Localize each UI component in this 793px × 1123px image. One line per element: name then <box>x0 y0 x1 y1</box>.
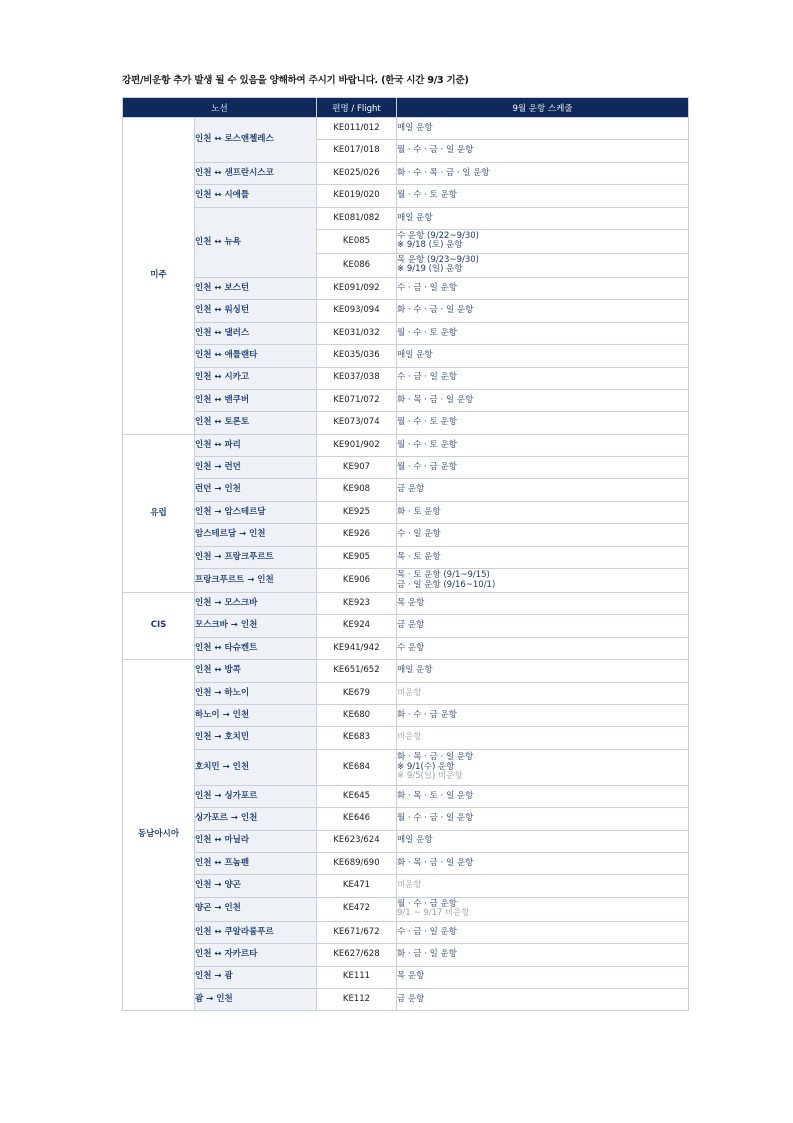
schedule-cell <box>397 988 689 1010</box>
schedule-line: 수 운항 <box>397 642 425 653</box>
route-cell: 인천 ↔ 프놈펜 <box>195 852 317 874</box>
schedule-cell <box>397 593 689 615</box>
schedule-cell <box>397 524 689 546</box>
flight-number-cell: KE671/672 <box>317 921 397 943</box>
schedule-cell <box>397 749 689 785</box>
route-cell: 런던 → 인천 <box>195 479 317 501</box>
schedule-line: 목 운항 <box>397 971 425 982</box>
route-cell: 인천 → 양곤 <box>195 875 317 897</box>
schedule-line: 매일 운항 <box>397 212 433 223</box>
flight-number-cell: KE646 <box>317 808 397 830</box>
schedule-line: 수 · 금 · 일 운항 <box>397 372 457 383</box>
schedule-cell <box>397 852 689 874</box>
schedule-cell <box>397 389 689 411</box>
route-cell: 인천 ↔ 타슈켄트 <box>195 637 317 659</box>
flight-number-cell: KE941/942 <box>317 637 397 659</box>
flight-number-cell: KE035/036 <box>317 345 397 367</box>
table-row <box>123 185 689 207</box>
schedule-line: ※ 9/5(일) 비운항 <box>397 771 463 782</box>
route-cell: 인천 → 모스크바 <box>195 593 317 615</box>
schedule-line: 화 · 수 · 금 운항 <box>397 709 457 720</box>
schedule-line: 목 · 토 운항 (9/1~9/15) <box>397 570 490 581</box>
flight-number-cell: KE679 <box>317 682 397 704</box>
route-cell: 양곤 → 인천 <box>195 897 317 921</box>
region-cell: 미주 <box>123 118 195 435</box>
schedule-cell <box>397 457 689 479</box>
schedule-line: 비운항 <box>397 880 422 891</box>
table-header-row <box>123 98 689 118</box>
flight-number-cell: KE906 <box>317 569 397 593</box>
route-cell: 인천 ↔ 로스앤젤레스 <box>195 118 317 163</box>
flight-number-cell: KE111 <box>317 966 397 988</box>
flight-number-cell: KE907 <box>317 457 397 479</box>
table-row <box>123 524 689 546</box>
schedule-cell <box>397 966 689 988</box>
schedule-line: 월 · 수 · 토 운항 <box>397 439 457 450</box>
schedule-line: 화 · 토 운항 <box>397 506 441 517</box>
schedule-line: 수 · 금 · 일 운항 <box>397 926 457 937</box>
schedule-cell <box>397 921 689 943</box>
schedule-cell <box>397 682 689 704</box>
route-cell: 인천 ↔ 방콕 <box>195 660 317 682</box>
schedule-cell <box>397 185 689 207</box>
schedule-line: 목 운항 <box>397 597 425 608</box>
flight-number-cell: KE091/092 <box>317 277 397 299</box>
table-row <box>123 875 689 897</box>
flight-schedule-table <box>122 97 689 1011</box>
table-row <box>123 682 689 704</box>
schedule-line: 금 운항 <box>397 993 425 1004</box>
route-cell: 모스크바 → 인천 <box>195 615 317 637</box>
flight-number-cell: KE651/652 <box>317 660 397 682</box>
flight-number-cell: KE472 <box>317 897 397 921</box>
schedule-cell <box>397 229 689 253</box>
route-cell: 인천 ↔ 뉴욕 <box>195 207 317 277</box>
header-flight: 편명 / Flight <box>317 98 397 118</box>
schedule-line: ※ 9/1(수) 운항 <box>397 761 455 772</box>
flight-number-cell: KE011/012 <box>317 118 397 140</box>
header-route: 노선 <box>123 98 317 118</box>
flight-number-cell: KE683 <box>317 727 397 749</box>
flight-number-cell: KE019/020 <box>317 185 397 207</box>
route-cell: 괌 → 인천 <box>195 988 317 1010</box>
schedule-cell <box>397 434 689 456</box>
schedule-line: 화 · 목 · 금 · 일 운항 <box>397 752 474 763</box>
flight-number-cell: KE925 <box>317 501 397 523</box>
schedule-line: 수 · 금 · 일 운항 <box>397 282 457 293</box>
table-body <box>123 118 689 1011</box>
flight-number-cell: KE073/074 <box>317 412 397 434</box>
table-row <box>123 277 689 299</box>
route-cell: 인천 → 암스테르담 <box>195 501 317 523</box>
flight-number-cell: KE031/032 <box>317 322 397 344</box>
schedule-line: 월 · 수 · 금 운항 <box>397 898 457 909</box>
table-row <box>123 593 689 615</box>
schedule-cell <box>397 808 689 830</box>
schedule-line: ※ 9/18 (토) 운항 <box>397 240 463 251</box>
route-cell: 인천 ↔ 파리 <box>195 434 317 456</box>
route-cell: 인천 ↔ 밴쿠버 <box>195 389 317 411</box>
flight-number-cell: KE905 <box>317 546 397 568</box>
route-cell: 인천 ↔ 토론토 <box>195 412 317 434</box>
schedule-line: 매일 운항 <box>397 665 433 676</box>
flight-number-cell: KE645 <box>317 785 397 807</box>
flight-number-cell: KE037/038 <box>317 367 397 389</box>
table-row <box>123 300 689 322</box>
schedule-line: 화 · 목 · 토 · 일 운항 <box>397 790 474 801</box>
schedule-line: 월 · 수 · 금 운항 <box>397 462 457 473</box>
schedule-line: 금 운항 <box>397 484 425 495</box>
schedule-line: 수 · 일 운항 <box>397 529 441 540</box>
table-row <box>123 727 689 749</box>
flight-number-cell: KE627/628 <box>317 944 397 966</box>
table-row <box>123 944 689 966</box>
table-row <box>123 921 689 943</box>
schedule-line: 매일 운항 <box>397 122 433 133</box>
schedule-cell <box>397 569 689 593</box>
flight-number-cell: KE081/082 <box>317 207 397 229</box>
route-cell: 인천 ↔ 자카르타 <box>195 944 317 966</box>
region-cell: 유럽 <box>123 434 195 592</box>
table-row <box>123 749 689 785</box>
notice-text: 강편/비운항 추가 발생 될 수 있음을 양해하여 주시기 바랍니다. (한국 시간 9/3 기준) <box>122 75 469 86</box>
table-row <box>123 637 689 659</box>
schedule-cell <box>397 412 689 434</box>
table-row <box>123 162 689 184</box>
flight-number-cell: KE923 <box>317 593 397 615</box>
table-row <box>123 322 689 344</box>
route-cell: 호치민 → 인천 <box>195 749 317 785</box>
schedule-cell <box>397 897 689 921</box>
table-row <box>123 457 689 479</box>
schedule-line: 월 · 수 · 토 운항 <box>397 190 457 201</box>
table-row <box>123 118 689 140</box>
schedule-cell <box>397 277 689 299</box>
table-row <box>123 434 689 456</box>
region-cell: 동남아시아 <box>123 660 195 1011</box>
table-row <box>123 852 689 874</box>
route-cell: 인천 ↔ 보스턴 <box>195 277 317 299</box>
flight-number-cell: KE071/072 <box>317 389 397 411</box>
route-cell: 인천 ↔ 애틀랜타 <box>195 345 317 367</box>
schedule-cell <box>397 140 689 162</box>
route-cell: 인천 ↔ 워싱턴 <box>195 300 317 322</box>
route-cell: 인천 ↔ 마닐라 <box>195 830 317 852</box>
flight-number-cell: KE623/624 <box>317 830 397 852</box>
route-cell: 인천 → 괌 <box>195 966 317 988</box>
flight-number-cell: KE471 <box>317 875 397 897</box>
route-cell: 인천 → 하노이 <box>195 682 317 704</box>
table-row <box>123 501 689 523</box>
schedule-cell <box>397 615 689 637</box>
schedule-line: 목 · 토 운항 <box>397 551 441 562</box>
flight-number-cell: KE085 <box>317 229 397 253</box>
table-row <box>123 704 689 726</box>
schedule-cell <box>397 944 689 966</box>
schedule-line: 화 · 금 · 일 운항 <box>397 949 457 960</box>
schedule-cell <box>397 300 689 322</box>
table-row <box>123 367 689 389</box>
schedule-cell <box>397 345 689 367</box>
route-cell: 인천 ↔ 시애틀 <box>195 185 317 207</box>
flight-number-cell: KE093/094 <box>317 300 397 322</box>
schedule-line: 화 · 수 · 금 · 일 운항 <box>397 305 474 316</box>
table-row <box>123 479 689 501</box>
header-schedule: 9월 운항 스케줄 <box>397 98 689 118</box>
schedule-line: 9/1 ~ 9/17 비운항 <box>397 908 470 919</box>
schedule-line: 매일 운항 <box>397 835 433 846</box>
schedule-cell <box>397 785 689 807</box>
table-row <box>123 615 689 637</box>
table-row <box>123 785 689 807</box>
table-row <box>123 389 689 411</box>
schedule-cell <box>397 704 689 726</box>
route-cell: 암스테르담 → 인천 <box>195 524 317 546</box>
schedule-line: 화 · 목 · 금 · 일 운항 <box>397 857 474 868</box>
schedule-line: 월 · 수 · 금 · 일 운항 <box>397 813 474 824</box>
schedule-cell <box>397 118 689 140</box>
schedule-cell <box>397 253 689 277</box>
schedule-line: 월 · 수 · 금 · 일 운항 <box>397 145 474 156</box>
route-cell: 인천 → 싱가포르 <box>195 785 317 807</box>
schedule-cell <box>397 875 689 897</box>
route-cell: 인천 ↔ 댈러스 <box>195 322 317 344</box>
route-cell: 하노이 → 인천 <box>195 704 317 726</box>
table-row <box>123 966 689 988</box>
schedule-line: 금 운항 <box>397 620 425 631</box>
region-cell: CIS <box>123 593 195 660</box>
flight-number-cell: KE025/026 <box>317 162 397 184</box>
flight-number-cell: KE908 <box>317 479 397 501</box>
route-cell: 인천 → 런던 <box>195 457 317 479</box>
table-row <box>123 207 689 229</box>
table-row <box>123 569 689 593</box>
table-row <box>123 988 689 1010</box>
schedule-line: 월 · 수 · 토 운항 <box>397 417 457 428</box>
flight-number-cell: KE017/018 <box>317 140 397 162</box>
schedule-cell <box>397 546 689 568</box>
schedule-line: 월 · 수 · 토 운항 <box>397 327 457 338</box>
route-cell: 싱가포르 → 인천 <box>195 808 317 830</box>
schedule-cell <box>397 501 689 523</box>
flight-number-cell: KE924 <box>317 615 397 637</box>
schedule-line: 금 · 일 운항 (9/16~10/1) <box>397 579 496 590</box>
schedule-cell <box>397 830 689 852</box>
flight-number-cell: KE926 <box>317 524 397 546</box>
schedule-cell <box>397 660 689 682</box>
schedule-cell <box>397 637 689 659</box>
table-row <box>123 660 689 682</box>
table-row <box>123 345 689 367</box>
table-row <box>123 412 689 434</box>
table-row <box>123 546 689 568</box>
flight-number-cell: KE689/690 <box>317 852 397 874</box>
flight-number-cell: KE901/902 <box>317 434 397 456</box>
table-row <box>123 830 689 852</box>
table-row <box>123 808 689 830</box>
schedule-cell <box>397 162 689 184</box>
schedule-cell <box>397 367 689 389</box>
schedule-line: 목 운항 (9/23~9/30) <box>397 254 479 265</box>
schedule-line: 비운항 <box>397 687 422 698</box>
route-cell: 인천 → 프랑크푸르트 <box>195 546 317 568</box>
schedule-cell <box>397 727 689 749</box>
route-cell: 프랑크푸르트 → 인천 <box>195 569 317 593</box>
flight-number-cell: KE684 <box>317 749 397 785</box>
route-cell: 인천 ↔ 쿠알라룸푸르 <box>195 921 317 943</box>
schedule-line: 매일 운항 <box>397 350 433 361</box>
flight-number-cell: KE086 <box>317 253 397 277</box>
table-row <box>123 897 689 921</box>
schedule-line: 수 운항 (9/22~9/30) <box>397 230 479 241</box>
schedule-cell <box>397 322 689 344</box>
schedule-line: 비운항 <box>397 732 422 743</box>
schedule-line: ※ 9/19 (일) 운항 <box>397 264 463 275</box>
flight-number-cell: KE680 <box>317 704 397 726</box>
route-cell: 인천 ↔ 샌프란시스코 <box>195 162 317 184</box>
flight-number-cell: KE112 <box>317 988 397 1010</box>
route-cell: 인천 → 호치민 <box>195 727 317 749</box>
schedule-cell <box>397 207 689 229</box>
schedule-line: 화 · 수 · 목 · 금 · 일 운항 <box>397 167 490 178</box>
route-cell: 인천 ↔ 시카고 <box>195 367 317 389</box>
schedule-cell <box>397 479 689 501</box>
schedule-line: 화 · 목 · 금 · 일 운항 <box>397 394 474 405</box>
